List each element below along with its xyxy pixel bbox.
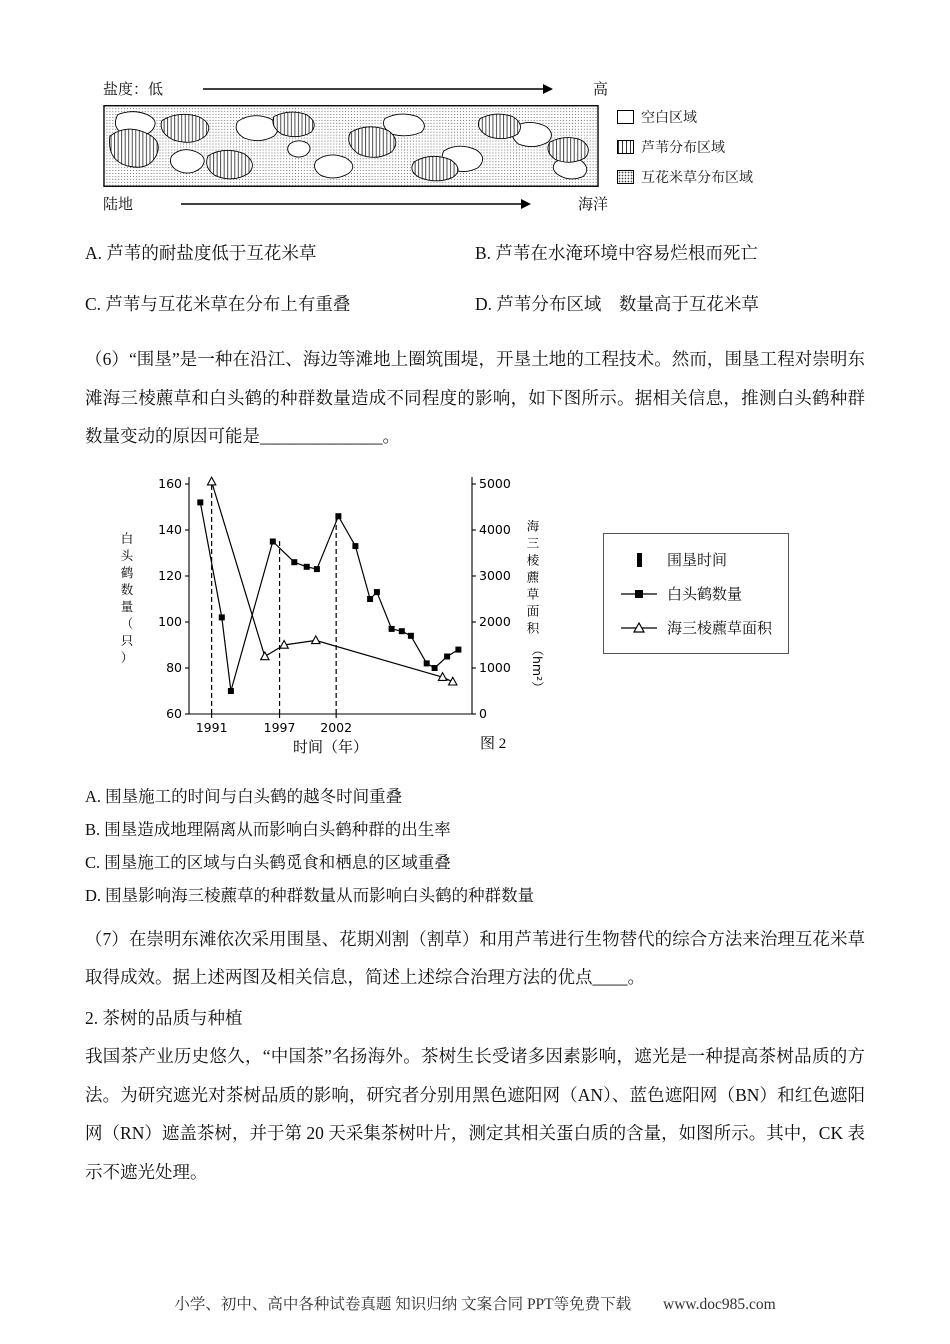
legend-label: 芦苇分布区域: [641, 141, 725, 156]
chart-legend-label: 白头鹤数量: [667, 587, 743, 603]
crane-sedge-chart: [97, 464, 577, 764]
svg-text:5000: 5000: [479, 475, 511, 491]
svg-text:（hm²）: （hm²）: [530, 643, 545, 694]
q6-option-a: A. 围垦施工的时间与白头鹤的越冬时间重叠: [85, 786, 403, 806]
chart-legend-label: 围垦时间: [667, 553, 728, 569]
legend-item-reed: [617, 137, 753, 157]
section2-text: 我国茶产业历史悠久，“中国茶”名扬海外。茶树生长受诸多因素影响，遮光是一种提高茶树品质的方法。为研究遮光对茶树品质的影响，研究者分别用黑色遮阳网（AN）、蓝色遮阳网（BN）和红色遮阳网（RN）遮盖茶树，并于第 20 天采集茶树叶片，测定其相关蛋白质的含量，如图所示。其中，CK 表示不遮光处理。: [85, 1046, 865, 1182]
q5-option-c: C. 芦苇与互花米草在分布上有重叠: [85, 294, 351, 314]
svg-text:120: 120: [158, 567, 182, 583]
svg-text:140: 140: [158, 521, 182, 537]
legend-item-cordgrass: [617, 167, 753, 187]
land-label: 陆地: [103, 197, 134, 213]
svg-text:60: 60: [166, 705, 182, 721]
svg-text:0: 0: [479, 705, 487, 721]
salinity-distribution-figure: [103, 78, 753, 214]
chart-legend-box: [603, 533, 789, 654]
svg-text:3000: 3000: [479, 567, 511, 583]
svg-text:80: 80: [166, 659, 182, 675]
ocean-label: 海洋: [577, 197, 608, 213]
chart-legend-crane: [620, 583, 772, 604]
land-ocean-arrow: [181, 198, 531, 210]
q6-options: [85, 780, 865, 912]
svg-text:面: 面: [526, 603, 540, 618]
svg-text:草: 草: [526, 586, 540, 601]
salinity-axis-row: [103, 78, 608, 99]
svg-text:4000: 4000: [479, 521, 511, 537]
legend-label: 互花米草分布区域: [641, 171, 753, 186]
svg-text:鹤: 鹤: [120, 564, 134, 580]
crane-square-symbol: [620, 589, 658, 599]
q6-question-text: （6）“围垦”是一种在沿江、海边等滩地上圈筑围堤，开垦土地的工程技术。然而，围垦工程对崇明东滩海三棱藨草和白头鹤的种群数量造成不同程度的影响，如下图所示。据相关信息，推测白头鹤种群数量变动的原因可能是______________。: [85, 349, 865, 446]
q5-options: [85, 240, 865, 316]
chart-legend-sedge: [620, 617, 772, 638]
svg-text:三: 三: [526, 535, 540, 550]
strip-legend: [617, 104, 753, 187]
legend-label: 空白区域: [641, 111, 697, 126]
svg-text:白: 白: [120, 530, 134, 546]
q6-option-c: C. 围垦施工的区域与白头鹤觅食和栖息的区域重叠: [85, 852, 451, 872]
q7-question-text: （7）在崇明东滩依次采用围垦、花期刈割（割草）和用芦苇进行生物替代的综合方法来治理互花米草取得成效。据上述两图及相关信息，简述上述综合治理方法的优点____。: [85, 928, 865, 987]
crane-sedge-figure: [97, 464, 865, 764]
q6-option-d: D. 围垦影响海三棱藨草的种群数量从而影响白头鹤的种群数量: [85, 885, 535, 905]
reclamation-bar-symbol: [620, 553, 658, 567]
svg-text:2002: 2002: [320, 719, 353, 735]
blank-area-swatch: [617, 110, 634, 124]
svg-text:100: 100: [158, 613, 182, 629]
svg-text:棱: 棱: [526, 552, 540, 567]
section2-title: 2. 茶树的品质与种植: [85, 1007, 243, 1028]
svg-text:藨: 藨: [526, 569, 540, 584]
svg-text:海: 海: [526, 518, 540, 533]
salinity-low-label: 盐度：低: [103, 82, 164, 98]
land-ocean-row: [103, 193, 608, 214]
svg-text:1991: 1991: [195, 719, 228, 735]
svg-text:1997: 1997: [263, 719, 296, 735]
svg-text:160: 160: [158, 475, 182, 491]
footer-text: 小学、初中、高中各种试卷真题 知识归纳 文案合同 PPT等免费下载: [174, 1296, 632, 1313]
strip-and-legend: [103, 104, 753, 188]
svg-text:（: （: [120, 615, 134, 631]
svg-text:时间（年）: 时间（年）: [292, 739, 369, 756]
sedge-triangle-symbol: [620, 622, 658, 634]
q6-option-b: B. 围垦造成地理隔离从而影响白头鹤种群的出生率: [85, 819, 451, 839]
salinity-arrow: [203, 83, 553, 95]
svg-text:2000: 2000: [479, 613, 511, 629]
svg-text:1000: 1000: [479, 659, 511, 675]
svg-text:图 2: 图 2: [480, 735, 507, 752]
q5-option-b: B. 芦苇在水淹环境中容易烂根而死亡: [475, 243, 758, 263]
svg-text:量: 量: [120, 598, 134, 614]
svg-text:）: ）: [120, 649, 134, 665]
chart-legend-reclamation: [620, 549, 772, 570]
svg-text:只: 只: [120, 632, 134, 648]
q5-option-a: A. 芦苇的耐盐度低于互花米草: [85, 243, 317, 263]
footer-url: www.doc985.com: [663, 1296, 776, 1313]
site-footer: [0, 1292, 950, 1314]
legend-item-blank: [617, 107, 753, 127]
reed-area-swatch: [617, 140, 634, 154]
cordgrass-area-swatch: [617, 170, 634, 184]
q5-option-d: D. 芦苇分布区域 数量高于互花米草: [475, 294, 759, 314]
svg-text:积: 积: [526, 620, 540, 635]
distribution-strip: [103, 104, 599, 188]
salinity-high-label: 高: [592, 82, 608, 98]
svg-text:头: 头: [120, 547, 134, 563]
svg-text:数: 数: [120, 581, 134, 597]
chart-legend-label: 海三棱藨草面积: [667, 621, 773, 637]
